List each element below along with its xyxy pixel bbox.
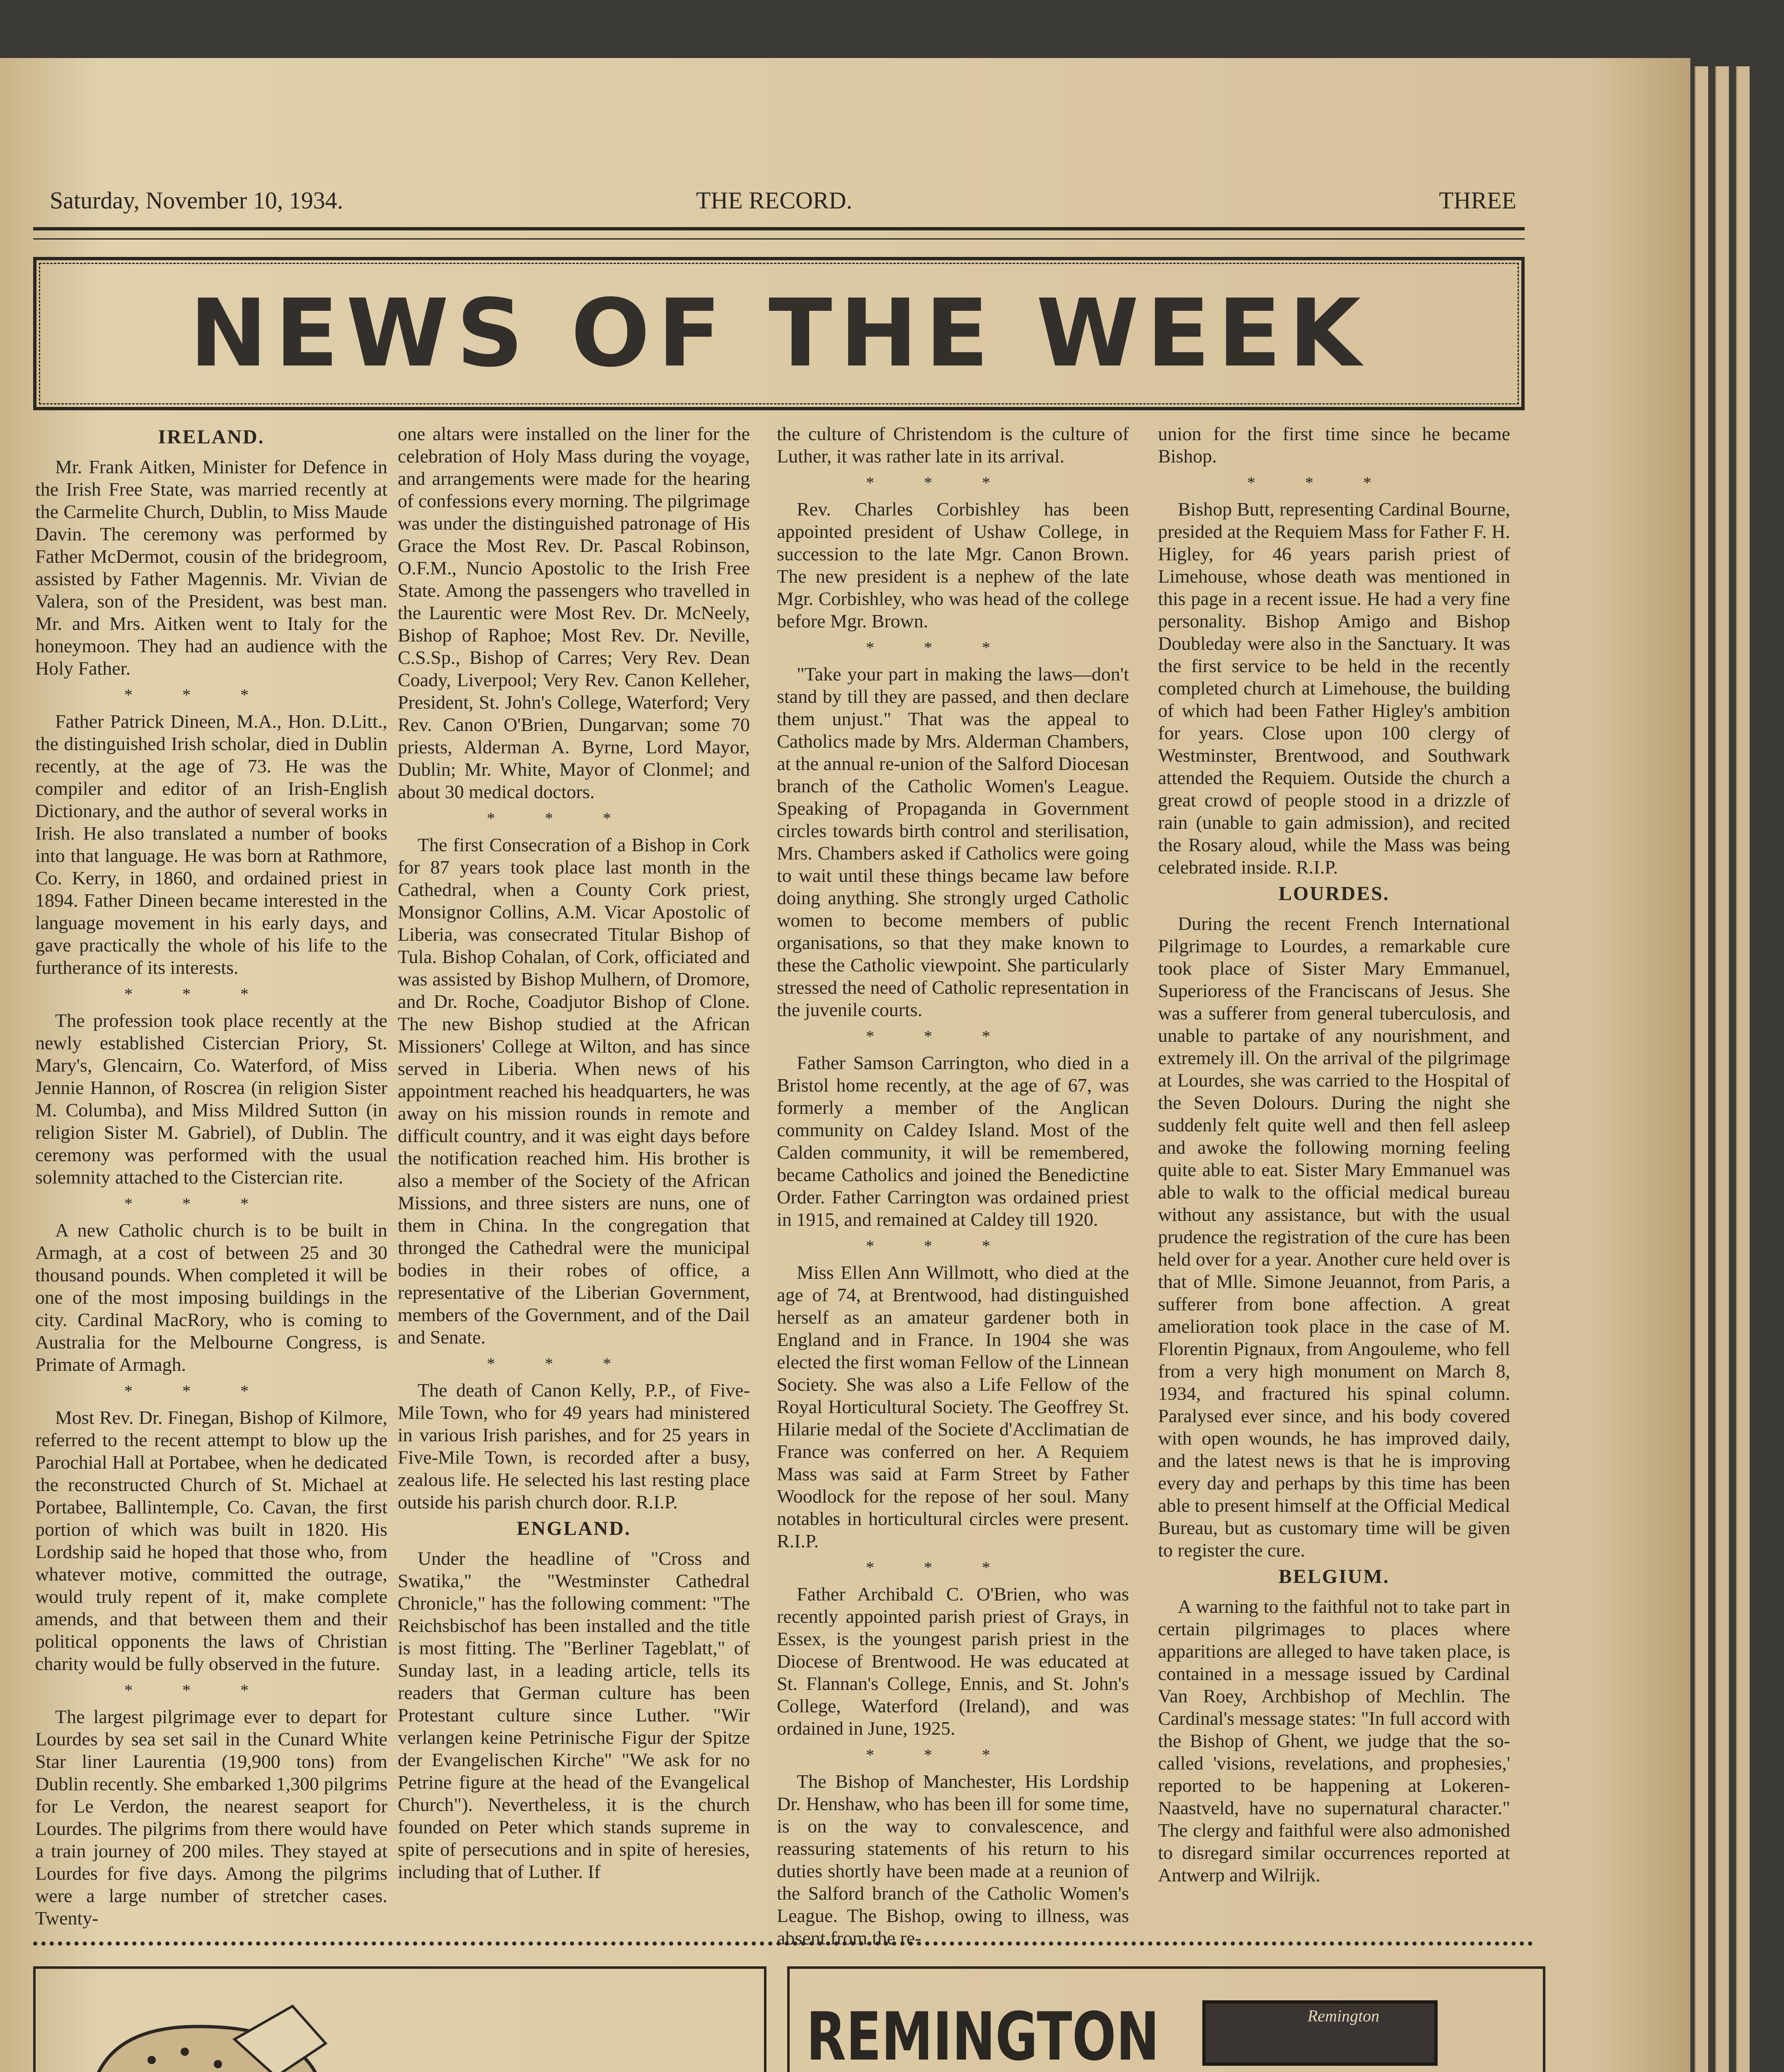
section-heading: IRELAND.: [158, 426, 265, 448]
banner-title: NEWS OF THE WEEK: [189, 279, 1368, 388]
typewriter-brand: Remington: [1308, 2007, 1380, 2025]
ad-headline: REMINGTON: [806, 1998, 1160, 2072]
separator-stars: ***: [866, 1027, 1040, 1046]
cake-illustration: [60, 1990, 359, 2072]
separator-stars: ***: [124, 985, 298, 1003]
news-banner: [33, 257, 1525, 410]
page-edge: [1736, 66, 1750, 2072]
separator-stars: ***: [866, 1558, 1040, 1577]
ads-divider: [33, 1941, 1533, 1954]
separator-stars: ***: [487, 1354, 661, 1373]
paper-name: THE RECORD.: [696, 187, 852, 214]
article-paragraph: Under the headline of "Cross and Swatika," the "Westminster Cathedral Chronicle," has the following comment: "The Reichsbischof has been installed and the title is most fitting. The "Berliner Tageblatt," of Sunday last, in a leading article, tells its readers that German culture has been Protestant culture since Luther. "Wir verlangen keine Petrinische Figur der Spitze der Evangelischen Kirche" "We ask for no Petrine figure at the head of the Evangelical Church"). Nevertheless, it is the church founded on Peter which stands supreme in spite of persecutions and in spite of heresies, including that of Luther. If: [398, 1548, 750, 1882]
separator-stars: ***: [866, 473, 1040, 492]
column-three: [777, 423, 1129, 1949]
column-ireland: [35, 423, 387, 1931]
article-paragraph: A warning to the faithful not to take part in certain pilgrimages to places where apparitions are alleged to have taken place, is contained in a message issued by Cardinal Van Roey, Archbishop of Mechlin. The Cardinal's message states: "In full accord with the Bishop of Ghent, we judge that the so-called 'visions, revelations, and prophesies,' reported to be happening at Lokeren-Naastveld, have no supernatural character." The clergy and faithful were also admonished to disregard similar occurrences reported at Antwerp and Wilrijk.: [1158, 1596, 1510, 1886]
article-paragraph: Rev. Charles Corbishley has been appointed president of Ushaw College, in succession to the late Mgr. Canon Brown. The new president is a nephew of the late Mgr. Corbishley, who was head of the college before Mgr. Brown.: [777, 499, 1129, 632]
separator-stars: ***: [124, 1681, 298, 1699]
article-paragraph: The profession took place recently at the newly established Cistercian Priory, St. Mary's, Glencairn, Co. Waterford, of Miss Jennie Hannon, of Roscrea (in religion Sister M. Columba), and Miss Mildred Sutton (in religion Sister M. Gabriel), of Dublin. The ceremony was performed with the usual solemnity attached to the Cistercian rite.: [35, 1010, 387, 1188]
article-paragraph: one altars were installed on the liner for the celebration of Holy Mass during the voyage, and arrangements were made for the hearing of confessions every morning. The pilgrimage was under the distinguished patronage of His Grace the Most Rev. Dr. Pascal Robinson, O.F.M., Nuncio Apostolic to the Irish Free State. Among the passengers who travelled in the Laurentic were Most Rev. Dr. McNeely, Bishop of Raphoe; Most Rev. Dr. Neville, C.S.Sp., Bishop of Carres; Very Rev. Dean Coady, Liverpool; Very Rev. Canon Kelleher, President, St. John's College, Waterford; Very Rev. Canon O'Brien, Dungarvan; some 70 priests, Alderman A. Byrne, Lord Mayor, Dublin; Mr. White, Mayor of Clonmel; and about 30 medical doctors.: [398, 423, 750, 802]
article-paragraph: A new Catholic church is to be built in Armagh, at a cost of between 25 and 30 thousand pounds. When completed it will be one of the most imposing buildings in the city. Cardinal MacRory, who is coming to Australia for the Melbourne Congress, is Primate of Armagh.: [35, 1220, 387, 1375]
article-paragraph: "Take your part in making the laws—don't stand by till they are passed, and then declare them unjust." That was the appeal to Catholics made by Mrs. Alderman Chambers, at the annual re-union of the Salford Diocesan branch of the Catholic Women's League. Speaking of Propaganda in Government circles towards birth control and sterilisation, Mrs. Chambers asked if Catholics were going to wait until these things became law before doing anything. She strongly urged Catholic women to become members of public organisations, so that they make known to these the Catholic viewpoint. She particularly stressed the need of Catholic representation in the juvenile courts.: [777, 663, 1129, 1020]
separator-stars: ***: [124, 1194, 298, 1213]
separator-stars: ***: [1247, 473, 1421, 492]
article-paragraph: The first Consecration of a Bishop in Cork for 87 years took place last month in the Cathedral, when a County Cork priest, Monsignor Collins, A.M. Vicar Apostolic of Liberia, was consecrated Titular Bishop of Tula. Bishop Cohalan, of Cork, officiated and was assisted by Bishop Mulhern, of Dromore, and Dr. Roche, Coadjutor Bishop of Clone. The new Bishop studied at the African Missioners' College at Wilton, and has since served in Liberia. When news of his appointment reached his headquarters, he was away on his mission rounds in remote and difficult country, and it was eight days before the notification reached him. His brother is also a member of the Society of the African Missions, and three sisters are nuns, one of them in China. In the congregation that thronged the Cathedral were the municipal bodies in their robes of office, a representative of the Liberian Government, members of the Government, and of the Dail and Senate.: [398, 834, 750, 1348]
column-four: [1158, 423, 1510, 1931]
separator-stars: ***: [124, 685, 298, 704]
article-paragraph: the culture of Christendom is the culture of Luther, it was rather late in its arrival.: [777, 423, 1129, 467]
column-two: [398, 423, 750, 1931]
article-paragraph: union for the first time since he became Bishop.: [1158, 423, 1510, 467]
section-heading: ENGLAND.: [516, 1518, 631, 1539]
page-number: THREE: [1439, 187, 1516, 214]
separator-stars: ***: [124, 1382, 298, 1400]
page-edge: [1715, 66, 1729, 2072]
separator-stars: ***: [866, 1745, 1040, 1764]
typewriter-illustration: [1105, 1994, 1527, 2072]
article-paragraph: The death of Canon Kelly, P.P., of Five-Mile Town, who for 49 years had ministered in various Irish parishes, and for 25 years in Five-Mile Town, is recorded after a busy, zealous life. He selected his last resting place outside his parish church door. R.I.P.: [398, 1380, 750, 1513]
ad-remington: [787, 1966, 1545, 2072]
article-paragraph: Mr. Frank Aitken, Minister for Defence in the Irish Free State, was married recently at the Carmelite Church, Dublin, to Miss Maude Davin. The ceremony was performed by Father McDermot, cousin of the bridegroom, assisted by Father Magennis. Mr. Vivian de Valera, son of the President, was best man. Mr. and Mrs. Aitken went to Italy for the honeymoon. They had an audience with the Holy Father.: [35, 456, 387, 679]
ad-charlie-carter: [33, 1966, 766, 2072]
section-heading: BELGIUM.: [1278, 1566, 1390, 1588]
article-paragraph: Most Rev. Dr. Finegan, Bishop of Kilmore, referred to the recent attempt to blow up the Parochial Hall at Portabee, when he dedicated the reconstructed Church of St. Michael at Portabee, Ballintemple, Co. Cavan, the first portion of which was built in 1820. His Lordship said he hoped that those who, from whatever motive, committed the outrage, would truly repent of it, make complete amends, and that between them and their political opponents the laws of Christian charity would be fully observed in the future.: [35, 1407, 387, 1674]
separator-stars: ***: [866, 638, 1040, 657]
article-paragraph: Miss Ellen Ann Willmott, who died at the age of 74, at Brentwood, had distinguished herself as an amateur gardener both in England and in France. In 1904 she was elected the first woman Fellow of the Linnean Society. She was also a Life Fellow of the Royal Horticultural Society. The Geoffrey St. Hilarie medal of the Societe d'Acclimatian de France was conferred on her. A Requiem Mass was said at Farm Street by Father Woodlock for the repose of her soul. Many notables in horticultural circles were present. R.I.P.: [777, 1262, 1129, 1552]
page-edge: [1695, 66, 1708, 2072]
header-rule-thin: [33, 238, 1525, 240]
article-paragraph: The Bishop of Manchester, His Lordship Dr. Henshaw, who has been ill for some time, is on the way to convalescence, and reassuring statements of his return to his duties shortly have been made at a reunion of the Salford branch of the Catholic Women's League. The Bishop, owing to illness, was absent from the re-: [777, 1771, 1129, 1949]
separator-stars: ***: [487, 809, 661, 828]
page-header: [46, 178, 1516, 220]
header-rule: [33, 227, 1525, 230]
article-paragraph: Father Patrick Dineen, M.A., Hon. D.Litt., the distinguished Irish scholar, died in Dublin recently, at the age of 73. He was the compiler and editor of an Irish-English Dictionary, and the author of several works in Irish. He also translated a number of books into that language. He was born at Rathmore, Co. Kerry, in 1860, and ordained priest in 1894. Father Dineen became interested in the language movement in his early days, and gave practically the whole of his life to the furtherance of its interests.: [35, 711, 387, 978]
article-paragraph: Bishop Butt, representing Cardinal Bourne, presided at the Requiem Mass for Father F. H. Higley, for 46 years parish priest of Limehouse, whose death was mentioned in this page in a recent issue. He had a very fine personality. Bishop Amigo and Bishop Doubleday were also in the Sanctuary. It was the first service to be held in the recently completed church at Limehouse, the building of which had been Father Higley's ambition for years. Close upon 100 clergy of Westminster, Brentwood, and Southwark attended the Requiem. Outside the church a great crowd of people stood in a drizzle of rain (unable to gain admission), and recited the Rosary aloud, while the Mass was being celebrated inside. R.I.P.: [1158, 499, 1510, 878]
article-paragraph: The largest pilgrimage ever to depart for Lourdes by sea set sail in the Cunard White Star liner Laurentia (19,900 tons) from Dublin recently. She embarked 1,300 pilgrims for Le Verdon, the nearest seaport for Lourdes. The pilgrims from there would have a train journey of 200 miles. They stayed at Lourdes for five days. Among the pilgrims were a large number of stretcher cases. Twenty-: [35, 1706, 387, 1929]
article-paragraph: Father Samson Carrington, who died in a Bristol home recently, at the age of 67, was formerly a member of the Anglican community on Caldey Island. Most of the Calden community, it will be remembered, became Catholics and joined the Benedictine Order. Father Carrington was ordained priest in 1915, and remained at Caldey till 1920.: [777, 1052, 1129, 1230]
article-paragraph: Father Archibald C. O'Brien, who was recently appointed parish priest of Grays, in Essex, is the youngest parish priest in the Diocese of Brentwood. He was educated at St. Flannan's College, Ennis, and St. John's College, Waterford (Ireland), and was ordained in June, 1925.: [777, 1583, 1129, 1739]
issue-date: Saturday, November 10, 1934.: [50, 187, 343, 214]
article-paragraph: During the recent French International Pilgrimage to Lourdes, a remarkable cure took place of Sister Mary Emmanuel, Superioress of the Franciscans of Jesus. She was a sufferer from general tuberculosis, and unable to partake of any nourishment, and extremely ill. On the arrival of the pilgrimage at Lourdes, she was carried to the Hospital of the Seven Dolours. During the night she suddenly felt quite well and then fell asleep and awoke the following morning feeling quite able to eat. Sister Mary Emmanuel was able to walk to the official medical bureau without any assistance, but with the usual prudence the registration of the cure has been held over for a year. Another cure held over is that of Mlle. Simone Jeuannot, from Paris, a sufferer from bone affection. A great amelioration took place in the case of M. Florentin Pignaux, from Angouleme, who fell from a very high monument on March 8, 1934, and fractured his spinal column. Paralysed ever since, and his body covered with open wounds, he has improved daily, and the latest news is that he is improving every day and perhaps by this time has been able to present himself at the Official Medical Bureau, but as customary time will be given to register the cure.: [1158, 913, 1510, 1561]
section-heading: LOURDES.: [1278, 883, 1390, 905]
separator-stars: ***: [866, 1237, 1040, 1255]
